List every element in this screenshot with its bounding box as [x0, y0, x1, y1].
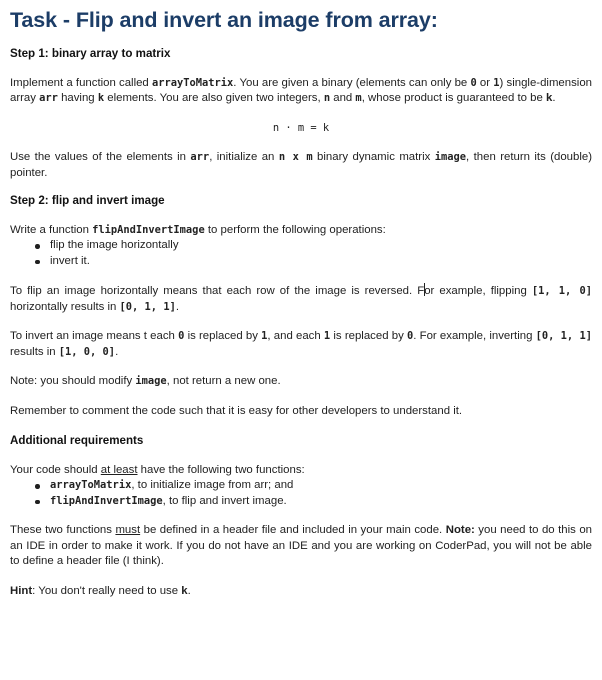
list-item: flip the image horizontally: [50, 238, 592, 254]
inline-code: arrayToMatrix: [151, 76, 234, 89]
inline-code: image: [135, 375, 167, 387]
step2-intro: Write a function flipAndInvertImage to perform the following operations:: [10, 223, 386, 236]
inline-code: arrayToMatrix: [50, 479, 132, 491]
inline-code: [1, 1, 0]: [531, 285, 592, 297]
additional-heading: Additional requirements: [10, 434, 144, 447]
inline-code: 0: [470, 76, 477, 89]
inline-code: 0: [178, 330, 185, 342]
inline-code: 1: [493, 76, 500, 89]
formula: n · m = k: [272, 121, 330, 134]
step1-heading: Step 1: binary array to matrix: [10, 47, 171, 60]
comment-paragraph: Remember to comment the code such that it is easy for other developers to understand it.: [10, 404, 463, 417]
note-paragraph: Note: you should modify image, not return a new one.: [10, 375, 281, 387]
operations-list: [10, 238, 592, 269]
step1-paragraph: Implement a function called arrayToMatrix. You are given a binary (elements can only be 0 or 1) single-dimension array arr having k elements. You are also given two integers, n and m, whose product is guaranteed to be k.: [10, 76, 592, 104]
inline-code: flipAndInvertImage: [50, 494, 163, 507]
step2-heading: Step 2: flip and invert image: [10, 194, 165, 207]
inline-code: image: [434, 151, 467, 163]
inline-code: [1, 0, 0]: [58, 345, 116, 358]
functions-list: [10, 478, 592, 509]
inline-code: [0, 1, 1]: [119, 300, 176, 313]
hint-paragraph: Hint: You don't really need to use k.: [10, 584, 191, 597]
list-item: arrayToMatrix, to initialize image from arr; and: [50, 478, 592, 494]
inline-code: n: [323, 92, 331, 104]
inline-code: arr: [39, 92, 58, 104]
page-title: Task - Flip and invert an image from array:: [10, 8, 438, 32]
list-item: flipAndInvertImage, to flip and invert image.: [50, 494, 592, 510]
invert-paragraph: To invert an image means t each 0 is replaced by 1, and each 1 is replaced by 0. For example, inverting [0, 1, 1] results in [1, 0, 0].: [10, 330, 592, 358]
inline-code: 0: [406, 330, 414, 342]
inline-code: arr: [190, 151, 210, 163]
step1-paragraph-2: Use the values of the elements in arr, initialize an n x m binary dynamic matrix image, then return its (double) pointer.: [10, 151, 592, 179]
inline-code: n x m: [278, 151, 313, 163]
inline-code: 1: [323, 330, 331, 342]
inline-code: k: [97, 92, 105, 104]
inline-code: m: [355, 92, 362, 104]
flip-paragraph: To flip an image horizontally means that each row of the image is reversed. For example, flipping [1, 1, 0] horizontally results in [0, 1, 1].: [10, 285, 592, 313]
inline-code: flipAndInvertImage: [92, 223, 205, 236]
list-item: invert it.: [50, 254, 592, 270]
inline-code: [0, 1, 1]: [535, 330, 592, 342]
header-paragraph: These two functions must be defined in a header file and included in your main code. Note: you need to do this on an IDE in order to make it work. If you do not have an IDE and you are working on CoderPad, you will not be able to define a header file (I think).: [10, 524, 593, 567]
additional-intro: Your code should at least have the following two functions:: [10, 463, 305, 476]
inline-code: 1: [261, 330, 268, 342]
